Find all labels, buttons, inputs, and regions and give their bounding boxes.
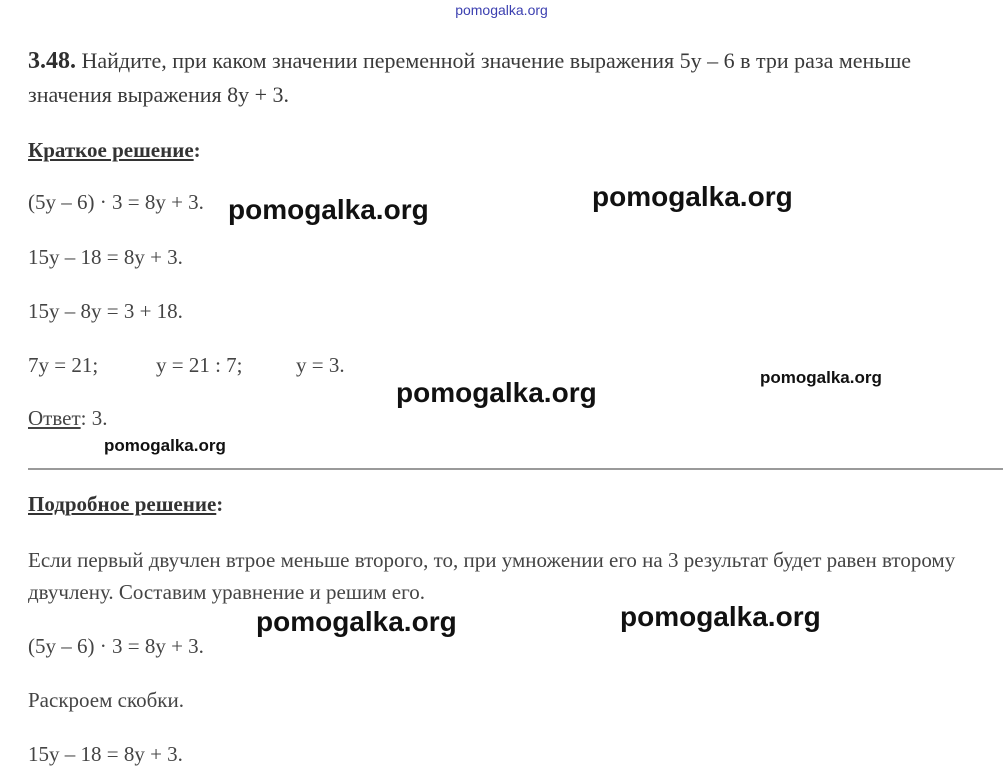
short-solution-line: y = 3. xyxy=(296,353,345,377)
problem-statement xyxy=(28,44,988,112)
section-divider xyxy=(28,468,1003,470)
short-solution-line: (5y – 6) · 3 = 8y + 3. xyxy=(28,190,204,214)
watermark: pomogalka.org xyxy=(760,368,882,387)
watermark: pomogalka.org xyxy=(592,181,793,212)
answer-line xyxy=(28,406,107,431)
detailed-solution-paragraph: Если первый двучлен втрое меньше второго, то, при умножении его на 3 результат будет равен второму двучлену. Составим уравнение и решим его. xyxy=(28,548,956,604)
short-solution-line: 7y = 21; xyxy=(28,353,99,377)
detailed-solution-line: 15y – 18 = 8y + 3. xyxy=(28,742,183,766)
short-solution-line: y = 21 : 7; xyxy=(156,353,243,377)
detailed-solution-line: Раскроем скобки. xyxy=(28,688,184,712)
detailed-solution-line: (5y – 6) · 3 = 8y + 3. xyxy=(28,634,204,658)
answer-value: : 3. xyxy=(80,406,108,430)
answer-label: Ответ xyxy=(28,406,81,430)
short-solution-line: 15y – 8y = 3 + 18. xyxy=(28,299,183,323)
detailed-solution-heading: Подробное решение: xyxy=(28,492,224,516)
site-header-link[interactable]: pomogalka.org xyxy=(455,2,548,18)
short-solution-line: 15y – 18 = 8y + 3. xyxy=(28,245,183,269)
watermark: pomogalka.org xyxy=(396,377,597,408)
problem-text: Найдите, при каком значении переменной значение выражения 5y – 6 в три раза меньше значения выражения 8y + 3. xyxy=(28,48,912,107)
watermark: pomogalka.org xyxy=(256,606,457,637)
problem-number: 3.48. xyxy=(28,48,76,74)
watermark: pomogalka.org xyxy=(228,194,429,225)
watermark: pomogalka.org xyxy=(104,436,226,455)
short-solution-heading: Краткое решение: xyxy=(28,138,201,162)
watermark: pomogalka.org xyxy=(620,601,821,632)
